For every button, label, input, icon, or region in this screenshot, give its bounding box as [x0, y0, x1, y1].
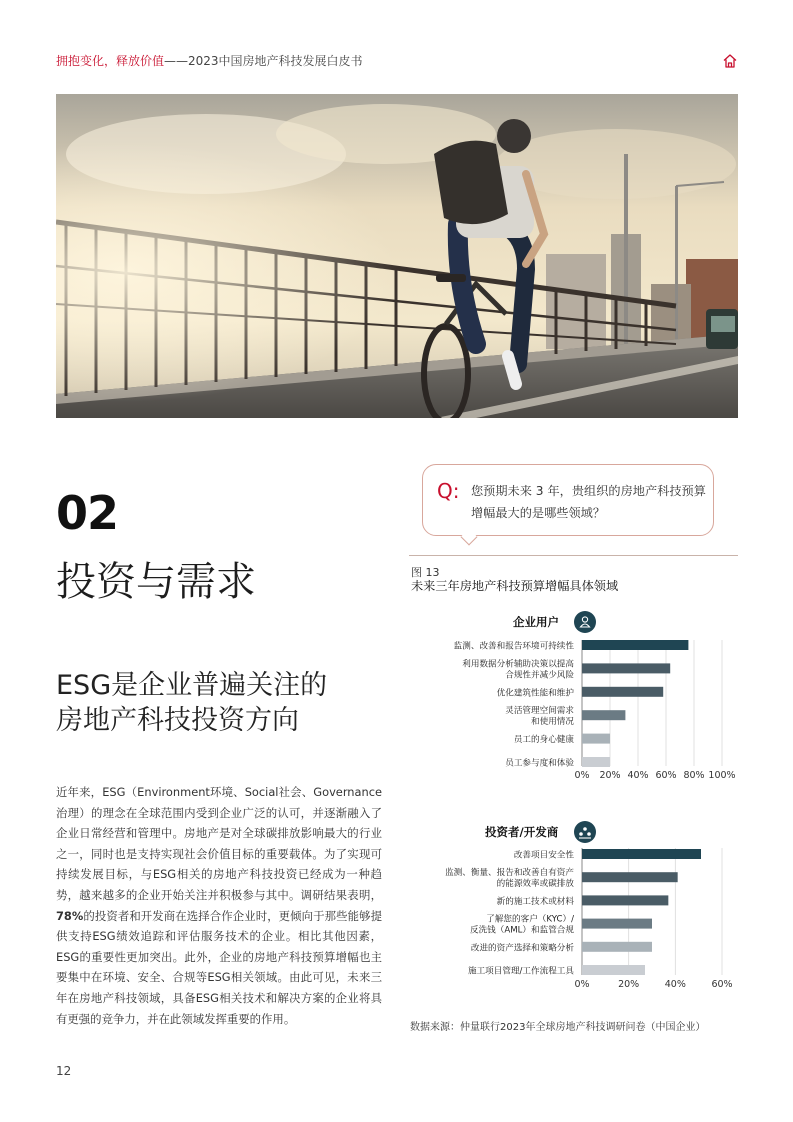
user-icon-head [582, 617, 587, 622]
bar [582, 919, 652, 929]
bar [582, 895, 668, 905]
category-label: 改进的资产选择和策略分析 [470, 943, 574, 954]
tick-label: 20% [599, 770, 621, 781]
bar [582, 710, 625, 720]
bar [582, 872, 678, 882]
chart-title: 投资者/开发商 [485, 825, 559, 839]
figure-source: 数据来源：仲量联行2023年全球房地产科技调研问卷（中国企业） [410, 1022, 706, 1033]
bar [582, 687, 663, 697]
category-label: 员工的身心健康 [513, 735, 574, 746]
group-icon [574, 821, 596, 843]
user-icon [574, 611, 596, 633]
bar [582, 849, 701, 859]
tick-label: 20% [618, 979, 640, 990]
section-title: 投资与需求 [56, 559, 256, 605]
category-label: 施工项目管理/工作流程工具 [467, 966, 574, 977]
figure-label: 图 13 [411, 566, 440, 579]
category-label: 改善项目安全性 [513, 850, 574, 861]
home-icon[interactable] [722, 53, 738, 69]
category-label: 新的施工技术或材料 [496, 896, 574, 907]
category-label: 灵活管理空间需求 [505, 706, 574, 717]
subtitle-line: 房地产科技投资方向 [56, 705, 299, 736]
header-gray-text: ——2023中国房地产科技发展白皮书 [164, 54, 363, 68]
category-label: 监测、衡量、报告和改善自有资产 [445, 868, 574, 879]
group-icon-person [587, 832, 591, 836]
category-label: 监测、改善和报告环境可持续性 [453, 641, 574, 652]
bar [582, 757, 610, 767]
category-label: 利用数据分析辅助决策以提高 [462, 659, 574, 670]
header-red-text: 拥抱变化，释放价值 [56, 54, 165, 68]
tick-label: 0% [574, 770, 590, 781]
running-header [56, 52, 363, 69]
question-text: 您预期未来 3 年，贵组织的房地产科技预算增幅最大的是哪些领域？ [471, 484, 706, 520]
question-mark: Q: [437, 479, 460, 503]
body-text-part: 的投资者和开发商在选择合作企业时，更倾向于那些能够提供支持ESG绩效追踪和评估服务技术的企业。相比其他因素，ESG的重要性更加突出。此外，企业的房地产科技预算增幅也主要集中在环境、安全、合规等ESG相关领域。由此可见，未来三年在房地产科技领域，具备ESG相关技术和解决方案的企业将具有更强的竞争力，并在此领域发挥重要的作用。 [56, 908, 382, 1026]
group-icon-person [583, 827, 587, 831]
bar [582, 663, 670, 673]
bar [582, 942, 652, 952]
category-label: 和使用情况 [531, 717, 574, 728]
tick-label: 60% [655, 770, 677, 781]
category-label: 反洗钱（AML）和监管合规 [469, 925, 574, 936]
body-paragraph [56, 782, 382, 1029]
bar [582, 640, 688, 650]
question-bubble [422, 464, 714, 536]
category-label: 的能源效率或碳排放 [496, 879, 574, 890]
body-highlight: 78% [56, 908, 84, 923]
section-number: 02 [56, 486, 119, 540]
group-icon-person [579, 832, 583, 836]
category-label: 合规性并减少风险 [505, 670, 574, 681]
subtitle-line: ESG是企业普遍关注的 [56, 670, 328, 701]
category-label: 优化建筑性能和维护 [496, 688, 574, 699]
tick-label: 40% [627, 770, 649, 781]
tick-label: 0% [574, 979, 590, 990]
category-label: 员工参与度和体验 [505, 758, 574, 769]
tick-label: 60% [711, 979, 733, 990]
page-number: 12 [56, 1064, 72, 1078]
tick-label: 40% [664, 979, 686, 990]
section-subtitle [56, 668, 386, 738]
body-text-part: 近年来，ESG（Environment环境、Social社会、Governance治理）的理念在全球范围内受到企业广泛的认可，并逐渐融入了企业日常经营和管理中。房地产是对全球碳排放影响最大的行业之一，同时也是支持实现社会价值目标的重要载体。为了实现可持续发展目标，与ESG相关的房地产科技投资已经成为一种趋势，越来越多的企业开始关注并积极参与其中。调研结果表明， [56, 785, 382, 902]
chart-title: 企业用户 [513, 615, 559, 629]
hero-photo-cyclist [56, 94, 738, 418]
bar [582, 965, 645, 975]
category-label: 了解您的客户（KYC）/ [486, 914, 574, 925]
tick-label: 80% [683, 770, 705, 781]
bar [582, 734, 610, 744]
tick-label: 100% [708, 770, 736, 781]
figure-title: 未来三年房地产科技预算增幅具体领域 [411, 579, 619, 593]
user-icon-body [581, 624, 590, 627]
figure-divider [409, 555, 738, 556]
